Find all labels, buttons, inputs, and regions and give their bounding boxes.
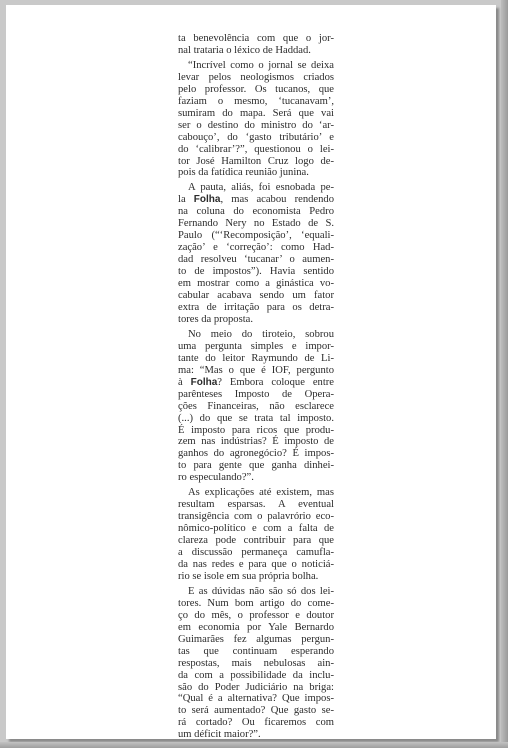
page-scroll-edge-bottom: [0, 742, 508, 748]
text-line: transigência com o palavrório eco-: [178, 511, 334, 523]
text-line: ções Financeiras, não esclarece: [178, 400, 334, 412]
article-paragraph: [178, 487, 334, 583]
article-paragraph: [178, 586, 334, 741]
text-line: extra de irritação para os detra-: [178, 301, 334, 313]
text-line: nômico-político e com a falta de: [178, 523, 334, 535]
text-line: “Qual é a alternativa? Que impos-: [178, 693, 334, 705]
text-line: parênteses Imposto de Opera-: [178, 388, 334, 400]
text-line: (...) do que se trata tal imposto.: [178, 412, 334, 424]
text-line: cabular acabava sendo um fator: [178, 290, 334, 302]
text-line: A pauta, aliás, foi esnobada pe-: [188, 182, 334, 194]
text-line: faziam o mesmo, ‘tucanavam’,: [178, 95, 334, 107]
text-line: tor José Hamilton Cruz logo de-: [178, 155, 334, 167]
text-line: ganhos do agronegócio? É impos-: [178, 448, 334, 460]
text-line: Guimarães fez algumas pergun-: [178, 633, 334, 645]
text-line: tores da proposta.: [178, 313, 254, 325]
text-line: ser o destino do ministro do ‘ar-: [178, 119, 334, 131]
text-line: nal trataria o léxico de Haddad.: [178, 44, 311, 56]
text-line: ma: “Mas o que é IOF, pergunto: [178, 364, 334, 376]
article-paragraph: [178, 182, 334, 325]
text-line: a discussão permaneça camufla-: [178, 547, 334, 559]
text-line: No meio do tiroteio, sobrou: [188, 328, 334, 340]
text-line: rio se isole em sua própria bolha.: [178, 570, 319, 582]
text-line: la Folha, mas acabou rendendo: [178, 194, 335, 206]
article-column: [178, 33, 334, 744]
text-line: to para gente que ganha dinhei-: [178, 460, 334, 472]
text-line: Paulo (“‘Recomposição’, ‘equali-: [178, 230, 334, 242]
newspaper-name: Folha: [193, 194, 221, 206]
text-line: uma pergunta simples e impor-: [178, 340, 334, 352]
text-line: da com a possibilidade da inclu-: [178, 669, 334, 681]
page-scroll-edge-right: [501, 0, 508, 748]
text-line: clareza pode contribuir para que: [178, 535, 334, 547]
text-line: na coluna do economista Pedro: [178, 206, 334, 218]
text-line: E as dúvidas não são só dos lei-: [188, 585, 334, 597]
text-line: “Incrível como o jornal se deixa: [188, 59, 334, 71]
text-line: um déficit maior?”.: [178, 729, 261, 741]
text-line: tas que continuam esperando: [178, 645, 334, 657]
text-line: do ‘calibrar’?”, questionou o lei-: [178, 143, 334, 155]
text-line: da nas redes e para que o noticiá-: [178, 558, 334, 570]
text-line: rá cortado? Ou ficaremos com: [178, 717, 334, 729]
article-paragraph: [178, 33, 334, 57]
text-line: As explicações até existem, mas: [188, 487, 334, 499]
text-line: pelo professor. Os tucanos, que: [178, 83, 334, 95]
text-line: respostas, mais nebulosas ain-: [178, 657, 334, 669]
text-line: levar pelos neologismos criados: [178, 71, 334, 83]
article-paragraph: [178, 60, 334, 180]
text-line: resultam esparsas. A eventual: [178, 499, 334, 511]
text-line: ro especulando?”.: [178, 472, 254, 484]
text-line: tores. Num bom artigo do come-: [178, 597, 334, 609]
article-paragraph: [178, 329, 334, 484]
text-line: zação’ e ‘correção’: como Had-: [178, 242, 334, 254]
newspaper-name: Folha: [190, 376, 218, 388]
text-line: em economia por Yale Bernardo: [178, 621, 334, 633]
text-line: sumiram do mapa. Será que vai: [178, 107, 334, 119]
text-line: são do Poder Judiciário na briga:: [178, 681, 334, 693]
text-line: to será aumentado? Que gasto se-: [178, 705, 334, 717]
text-line: É imposto para ricos que produ-: [178, 424, 334, 436]
text-line: Fernando Nery no Estado de S.: [178, 218, 334, 230]
text-line: ço do mês, o professor e doutor: [178, 609, 334, 621]
text-line: tante do leitor Raymundo de Li-: [178, 352, 334, 364]
text-line: dad resolveu ‘tucanar’ o aumen-: [178, 254, 334, 266]
document-page: [6, 5, 496, 739]
text-line: to de impostos”). Havia sentido: [178, 266, 334, 278]
text-line: zem nas indústrias? É imposto de: [178, 436, 334, 448]
text-line: ta benevolência com que o jor-: [178, 33, 334, 44]
text-line: pois da fatídica reunião junina.: [178, 167, 309, 179]
text-line: à Folha? Embora coloque entre: [178, 376, 334, 388]
text-line: cabouço’, do ‘gasto tributário’ e: [178, 131, 334, 143]
text-line: em mostrar como a ginástica vo-: [178, 278, 334, 290]
